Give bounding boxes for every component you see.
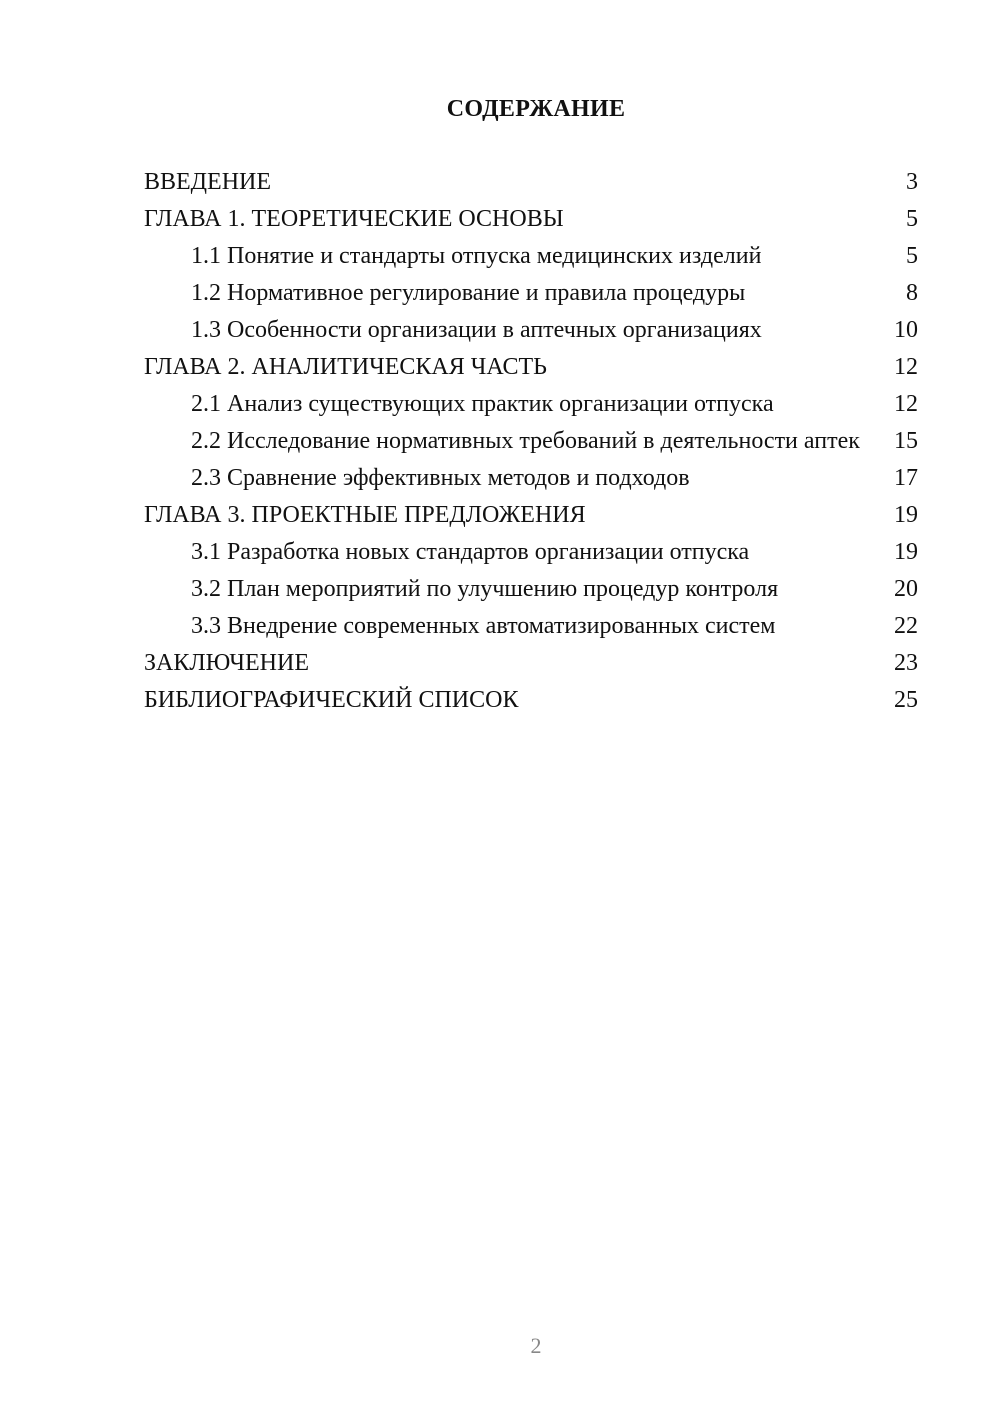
toc-entry-page: 15 [894,428,918,454]
toc-entry-page: 19 [894,539,918,565]
toc-entry-label: ГЛАВА 3. ПРОЕКТНЫЕ ПРЕДЛОЖЕНИЯ [144,502,586,528]
toc-entry-chapter[interactable] [144,169,918,195]
toc-entry-label: ЗАКЛЮЧЕНИЕ [144,650,309,676]
toc-entry-chapter[interactable] [144,687,918,713]
toc-entry-label: 2.2 Исследование нормативных требований в деятельности аптек [191,428,860,454]
toc-entry-label: 2.3 Сравнение эффективных методов и подходов [191,465,690,491]
toc-entry-chapter[interactable] [144,502,918,528]
toc-entry-label: 3.3 Внедрение современных автоматизированных систем [191,613,776,639]
toc-entry-label: ГЛАВА 2. АНАЛИТИЧЕСКАЯ ЧАСТЬ [144,354,547,380]
toc-entry-page: 5 [906,206,918,232]
toc-entry-page: 3 [906,169,918,195]
toc-entry-chapter[interactable] [144,206,918,232]
toc-entry-label: ГЛАВА 1. ТЕОРЕТИЧЕСКИЕ ОСНОВЫ [144,206,564,232]
toc-entry-label: 1.3 Особенности организации в аптечных организациях [191,317,762,343]
toc-entry-chapter[interactable] [144,650,918,676]
toc-entry-page: 25 [894,687,918,713]
toc-entry-page: 12 [894,354,918,380]
toc-entry-label: 3.1 Разработка новых стандартов организации отпуска [191,539,750,565]
page-number: 2 [530,1333,542,1358]
toc-entry-section[interactable] [144,391,918,417]
toc-entry-page: 23 [894,650,918,676]
toc-entry-section[interactable] [144,243,918,269]
toc-entry-page: 12 [894,391,918,417]
page-title: СОДЕРЖАНИЕ [446,96,626,122]
toc-entry-label: 1.1 Понятие и стандарты отпуска медицинских изделий [191,243,762,269]
toc-entry-chapter[interactable] [144,354,918,380]
toc-entry-page: 20 [894,576,918,602]
toc-entry-page: 5 [906,243,918,269]
toc-entry-page: 17 [894,465,918,491]
toc-entry-label: БИБЛИОГРАФИЧЕСКИЙ СПИСОК [144,687,519,713]
toc-entry-page: 19 [894,502,918,528]
toc-entry-section[interactable] [144,317,918,343]
toc-entry-section[interactable] [144,576,918,602]
toc-entry-label: 2.1 Анализ существующих практик организации отпуска [191,391,774,417]
toc-entry-section[interactable] [144,465,918,491]
toc-entry-label: 3.2 План мероприятий по улучшению процедур контроля [191,576,779,602]
toc-entry-section[interactable] [144,428,918,454]
toc-entry-section[interactable] [144,539,918,565]
toc-entry-section[interactable] [144,280,918,306]
toc-entry-label: 1.2 Нормативное регулирование и правила процедуры [191,280,746,306]
toc-entry-page: 22 [894,613,918,639]
toc-entry-page: 10 [894,317,918,343]
table-of-contents [144,169,918,724]
toc-entry-page: 8 [906,280,918,306]
toc-entry-section[interactable] [144,613,918,639]
toc-entry-label: ВВЕДЕНИЕ [144,169,272,195]
